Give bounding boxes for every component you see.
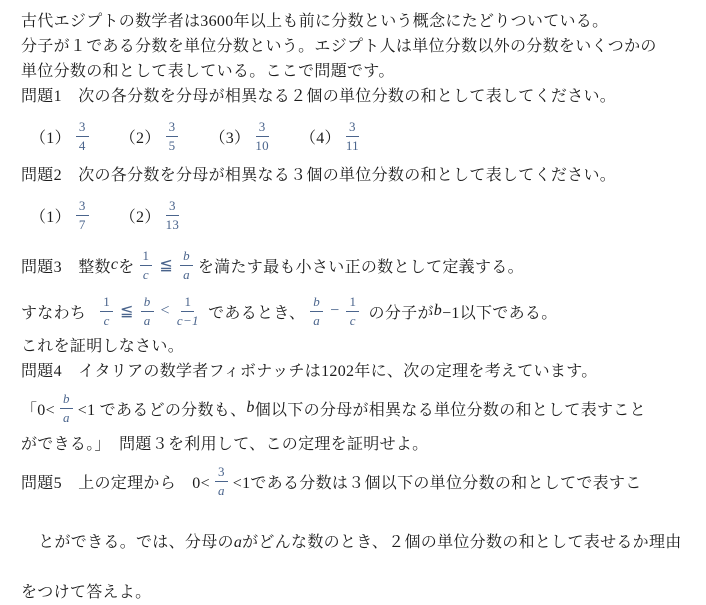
problem1-item-4 xyxy=(300,120,364,153)
minus-operator: − xyxy=(330,302,340,319)
lt-operator: < xyxy=(160,302,170,319)
fraction-denominator: 13 xyxy=(165,216,180,232)
fraction-denominator: c xyxy=(103,312,110,328)
leq-operator: ≦ xyxy=(120,303,134,320)
problem5-line-3: をつけて答えよ。 xyxy=(21,584,152,601)
variable-a: a xyxy=(233,534,243,551)
fraction-numerator: b xyxy=(310,295,323,312)
fraction-numerator: 3 xyxy=(215,465,228,482)
problem4-theorem-line xyxy=(21,384,692,432)
problem2-item-1 xyxy=(30,199,94,232)
problem5-text: とができる。では、分母の xyxy=(38,534,234,551)
problem2-fraction-row xyxy=(21,188,692,242)
problem4-closing-line: ができる。」 問題３を利用して、この定理を証明せよ。 xyxy=(21,436,429,453)
item-label: （1） xyxy=(30,208,71,226)
problem3-text: 問題3 整数 xyxy=(21,258,111,276)
problem5-text: <1である分数は３個以下の単位分数の和としてで表すこ xyxy=(232,474,642,492)
fraction-b-a xyxy=(141,295,154,328)
fraction-numerator: 3 xyxy=(76,199,89,216)
fraction-denominator: c xyxy=(142,266,149,282)
fraction-denominator: 4 xyxy=(78,137,86,153)
intro-line-2: 分子が１である分数を単位分数という。エジプト人は単位分数以外の分数をいくつかの xyxy=(21,38,657,55)
problem3-text: すなわち xyxy=(21,304,87,322)
problem3-text: を xyxy=(118,258,135,276)
fraction-denominator: a xyxy=(143,312,151,328)
fraction-denominator: a xyxy=(183,266,190,282)
item-label: （3） xyxy=(209,129,251,147)
fraction-1-c xyxy=(346,295,359,328)
problem4-text: 「0< xyxy=(21,401,55,419)
intro-line-3: 単位分数の和として表している。ここで問題です。 xyxy=(21,63,395,80)
fraction-numerator: 3 xyxy=(346,120,359,137)
fraction-denominator: 5 xyxy=(168,137,176,153)
fraction-denominator: a xyxy=(217,482,225,498)
problem3-prove-line: これを証明しなさい。 xyxy=(21,338,185,355)
fraction-b-a xyxy=(180,249,193,282)
fraction-numerator: 1 xyxy=(346,295,359,312)
variable-c: c xyxy=(110,256,119,273)
fraction-numerator: 3 xyxy=(76,120,89,137)
fraction-denominator: 7 xyxy=(78,216,86,232)
problem5-text: 問題5 上の定理から 0< xyxy=(21,474,210,492)
problem3-text: を満たす最も小さい正の数として定義する。 xyxy=(197,258,524,276)
problem2-item-2 xyxy=(120,199,185,232)
problem3-text: の分子が xyxy=(364,304,434,322)
problem4-heading: 問題4 イタリアの数学者フィボナッチは1202年に、次の定理を考えています。 xyxy=(21,363,598,380)
fraction-numerator: 1 xyxy=(100,295,113,312)
item-label: （2） xyxy=(119,208,161,226)
fraction-3-a xyxy=(215,465,228,498)
fraction-b-a xyxy=(60,392,73,425)
variable-b: b xyxy=(246,399,255,416)
fraction-numerator: b xyxy=(60,392,73,409)
fraction-3-13 xyxy=(166,199,180,232)
problem3-heading-line xyxy=(21,242,692,288)
item-label: （2） xyxy=(119,129,161,147)
fraction-numerator: 3 xyxy=(166,199,179,216)
problem3-text: であるとき、 xyxy=(203,304,306,322)
fraction-numerator: 3 xyxy=(256,120,269,137)
fraction-1-c xyxy=(100,295,113,328)
fraction-numerator: b xyxy=(180,249,193,266)
item-label: （1） xyxy=(30,129,71,147)
problem3-formula-line xyxy=(21,288,692,334)
problem4-text: <1 であるどの分数も、 xyxy=(77,401,247,419)
fraction-b-a xyxy=(310,295,323,328)
fraction-numerator: 1 xyxy=(181,295,194,312)
fraction-denominator: c−1 xyxy=(176,312,199,328)
fraction-denominator: 11 xyxy=(345,137,359,153)
problem5-text: がどんな数のとき、２個の単位分数の和として表せるか理由 xyxy=(242,534,682,551)
fraction-3-10 xyxy=(255,120,269,153)
fraction-1-c xyxy=(140,249,153,282)
problem1-item-1 xyxy=(30,120,94,153)
intro-line-1: 古代エジプトの数学者は3600年以上も前に分数という概念にたどりついている。 xyxy=(21,13,609,30)
leq-operator: ≦ xyxy=(159,257,174,274)
fraction-denominator: 10 xyxy=(255,137,269,153)
item-label: （4） xyxy=(299,129,341,147)
fraction-denominator: c xyxy=(349,312,356,328)
fraction-numerator: b xyxy=(141,295,154,312)
fraction-3-11 xyxy=(346,120,359,153)
problem5-heading-line xyxy=(21,457,692,505)
fraction-numerator: 1 xyxy=(140,249,153,266)
problem5-line-2 xyxy=(21,505,692,580)
fraction-denominator: a xyxy=(62,409,70,425)
variable-b: b xyxy=(433,302,443,319)
problem1-heading: 問題1 次の各分数を分母が相異なる２個の単位分数の和として表してください。 xyxy=(21,88,617,105)
fraction-numerator: 3 xyxy=(166,120,179,137)
fraction-3-4 xyxy=(76,120,89,153)
problem1-fraction-row xyxy=(21,109,692,163)
problem1-item-3 xyxy=(209,120,274,153)
problem1-item-2 xyxy=(120,120,184,153)
fraction-3-5 xyxy=(166,120,179,153)
problem4-text: 個以下の分母が相異なる単位分数の和として表すこと xyxy=(254,401,646,419)
fraction-1-c-minus-1 xyxy=(177,295,199,328)
fraction-3-7 xyxy=(76,199,89,232)
problem2-heading: 問題2 次の各分数を分母が相異なる３個の単位分数の和として表してください。 xyxy=(21,167,617,184)
problem3-text: −1以下である。 xyxy=(442,304,558,322)
fraction-denominator: a xyxy=(313,312,321,328)
